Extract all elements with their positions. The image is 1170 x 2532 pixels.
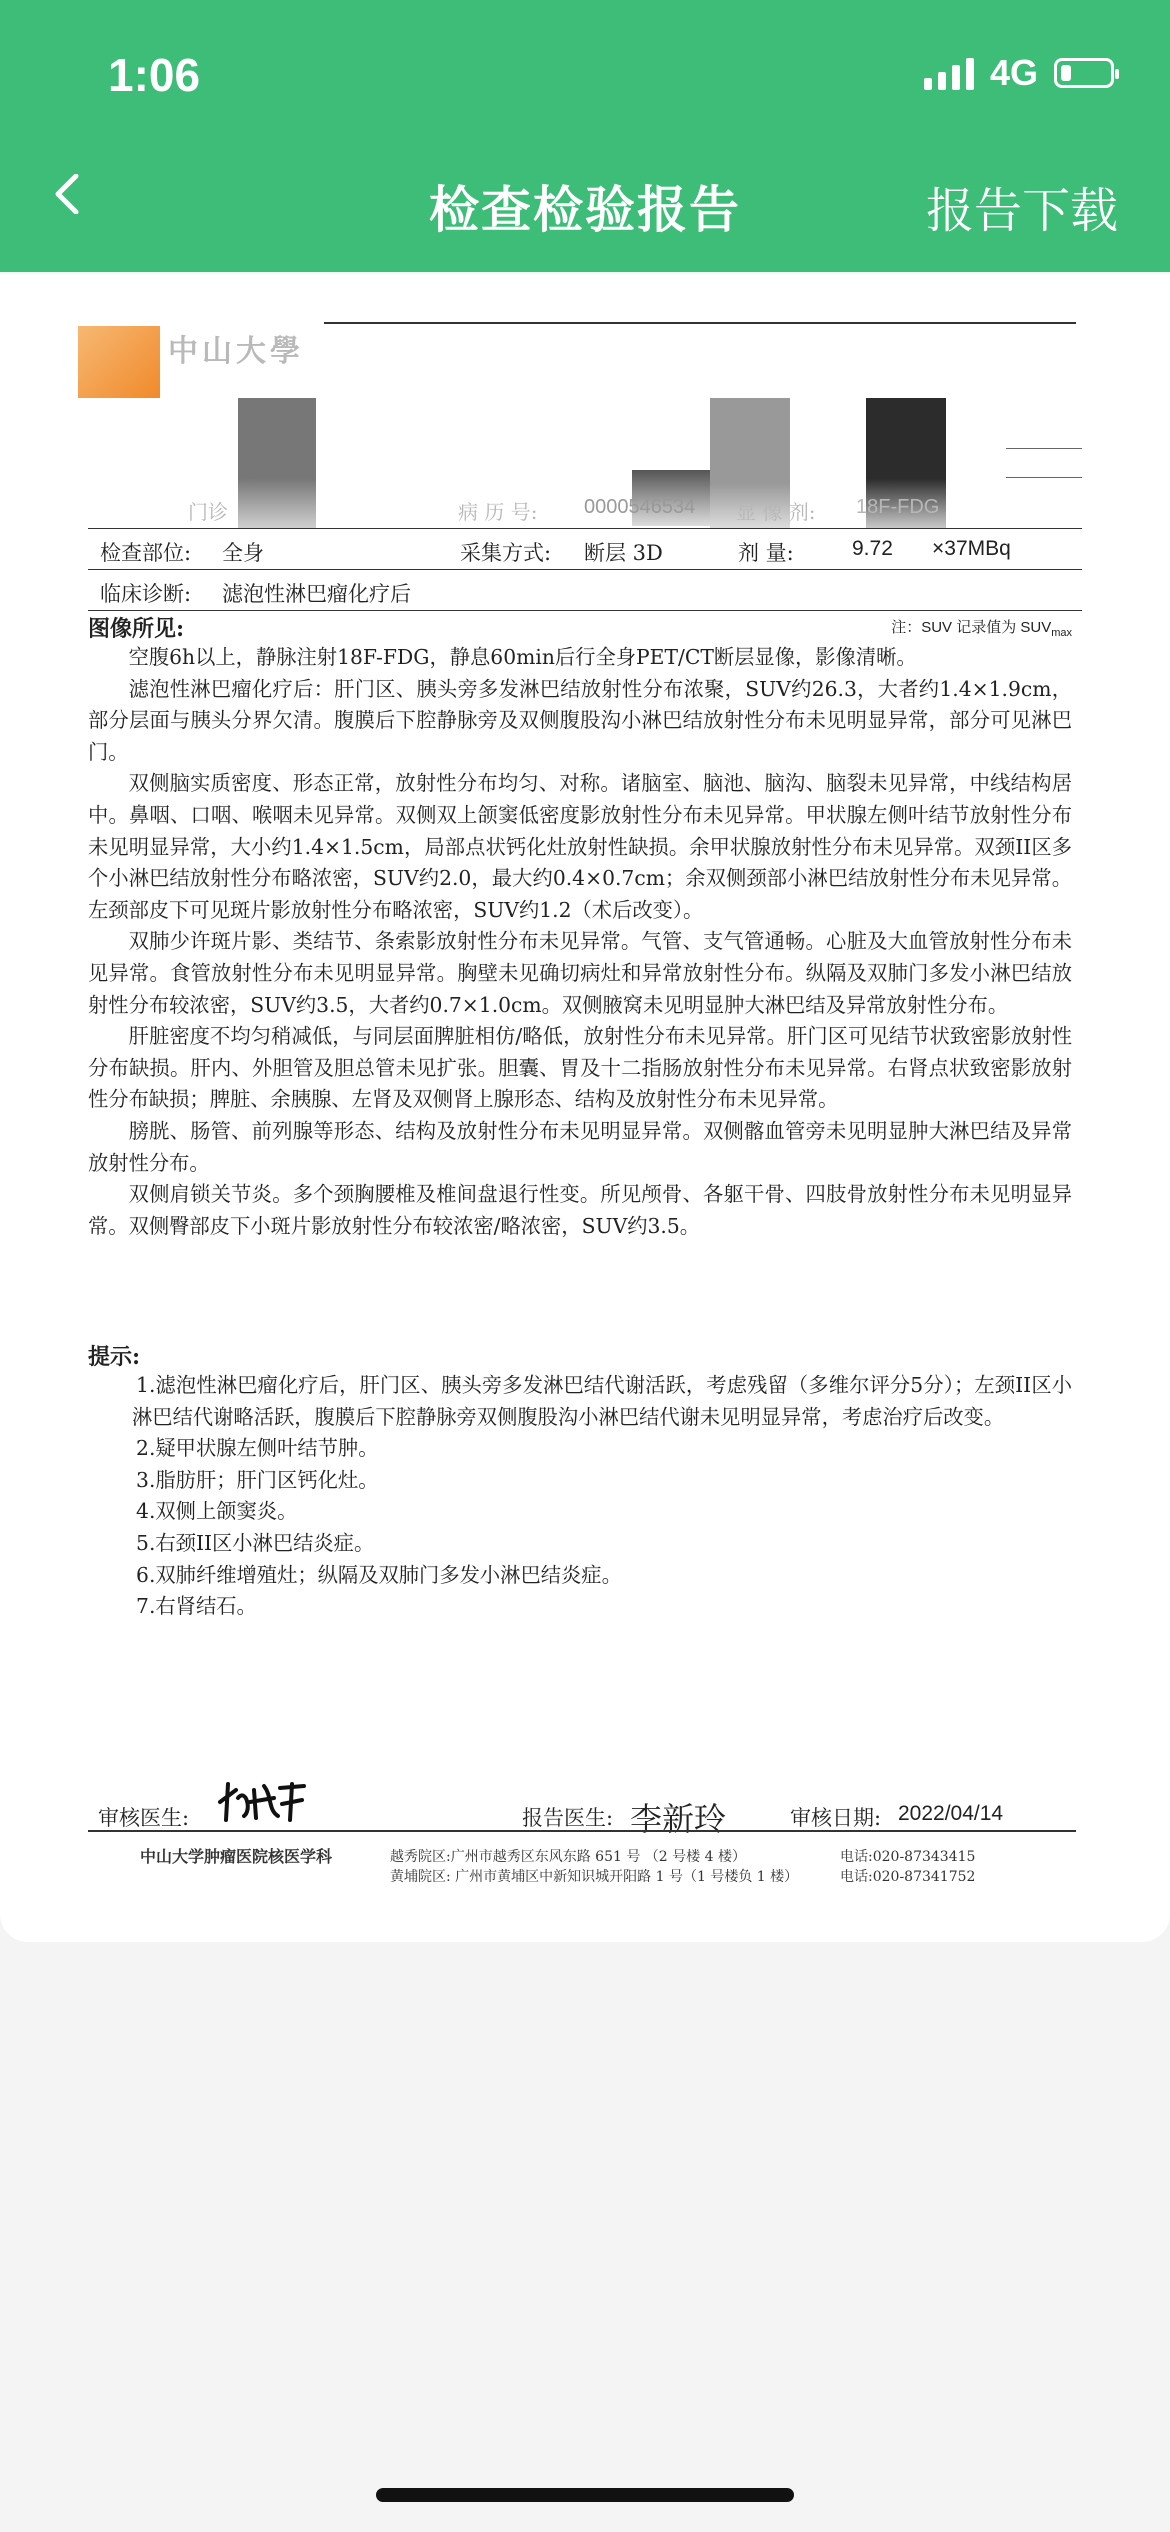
review-date-label: 审核日期: <box>790 1806 882 1830</box>
findings-title: 图像所见: <box>88 616 185 642</box>
department-name: 中山大学肿瘤医院核医学科 <box>140 1847 333 1866</box>
hint-item: 3.脂肪肝；肝门区钙化灶。 <box>136 1467 379 1492</box>
hint-item: 5.右颈II区小淋巴结炎症。 <box>136 1530 375 1555</box>
reporter-label: 报告医生: <box>522 1806 614 1830</box>
diagnosis-row <box>88 569 1082 611</box>
dose-value: 9.72 <box>852 537 893 560</box>
tracer-value: 18F-FDG <box>856 496 940 518</box>
status-time: 1:06 <box>108 49 201 101</box>
acquisition-value: 断层 3D <box>584 541 663 565</box>
suv-note-text: 注：SUV 记录值为 SUV <box>891 619 1052 636</box>
battery-icon <box>1054 58 1114 88</box>
reviewer-label: 审核医生: <box>98 1806 190 1830</box>
findings-paragraph: 空腹6h以上，静脉注射18F-FDG，静息60min后行全身PET/CT断层显像，影像清晰。 <box>128 645 917 669</box>
redacted-block <box>238 398 316 528</box>
findings-paragraph: 肝脏密度不均匀稍减低，与同层面脾脏相仿/略低，放射性分布未见异常。肝门区可见结节状致密影放射性分布缺损。肝内、外胆管及胆总管未见扩张。胆囊、胃及十二指肠放射性分布未见异常。右肾点状致密影放射性分布缺损；脾脏、余胰腺、左肾及双侧肾上腺形态、结构及放射性分布未见异常。 <box>88 1024 1072 1112</box>
hint-item: 7.右肾结石。 <box>136 1594 257 1619</box>
hint-item: 4.双侧上颌窦炎。 <box>136 1499 298 1524</box>
findings-paragraph: 双侧肩锁关节炎。多个颈胸腰椎及椎间盘退行性变。所见颅骨、各躯干骨、四肢骨放射性分布未见明显异常。双侧臀部皮下小斑片影放射性分布较浓密/略浓密，SUV约3.5。 <box>88 1182 1072 1238</box>
hints-title: 提示: <box>88 1344 141 1370</box>
hospital-logo-icon <box>78 326 160 398</box>
redacted-lines <box>1006 448 1082 506</box>
visit-type-text: 门诊 <box>188 500 228 524</box>
dose-label: 剂 量: <box>738 541 794 565</box>
address-huangpu: 黄埔院区: 广州市黄埔区中新知识城开阳路 1 号（1 号楼负 1 楼） <box>390 1869 799 1885</box>
hints-list <box>132 1370 1072 1623</box>
hint-item: 2.疑甲状腺左侧叶结节肿。 <box>136 1436 379 1461</box>
findings-paragraph: 双肺少许斑片影、类结节、条索影放射性分布未见异常。气管、支气管通畅。心脏及大血管放射性分布未见异常。食管放射性分布未见明显异常。胸壁未见确切病灶和异常放射性分布。纵隔及双肺门多发小淋巴结放射性分布较浓密，SUV约3.5，大者约0.7×1.0cm。双侧腋窝未见明显肿大淋巴结及异常放射性分布。 <box>88 929 1072 1017</box>
report-card <box>0 274 1170 1942</box>
findings-body <box>88 642 1072 1242</box>
reporter-name: 李新玲 <box>630 1800 727 1838</box>
diagnosis-label: 临床诊断: <box>100 582 192 606</box>
signal-icon <box>924 56 974 90</box>
mrn-value: 0000546534 <box>584 496 696 518</box>
hospital-logo-text: 中山大學 <box>168 334 304 369</box>
findings-paragraph: 双侧脑实质密度、形态正常，放射性分布均匀、对称。诸脑室、脑池、脑沟、脑裂未见异常，中线结构居中。鼻咽、口咽、喉咽未见异常。双侧双上颌窦低密度影放射性分布未见异常。甲状腺左侧叶结节放射性分布未见明显异常，大小约1.4×1.5cm，局部点状钙化灶放射性缺损。余甲状腺放射性分布未见异常。双颈II区多个小淋巴结放射性分布略浓密，SUV约2.0，最大约0.4×0.7cm；余双侧颈部小淋巴结放射性分布未见异常。左颈部皮下可见斑片影放射性分布略浓密，SUV约1.2（术后改变）。 <box>88 771 1072 922</box>
home-indicator[interactable] <box>376 2488 794 2502</box>
header-rule <box>324 322 1076 324</box>
dose-unit: ×37MBq <box>932 537 1011 560</box>
acquisition-label: 采集方式: <box>460 541 552 565</box>
hint-item: 6.双肺纤维增殖灶；纵隔及双肺门多发小淋巴结炎症。 <box>136 1562 622 1587</box>
exam-site-label: 检查部位: <box>100 541 192 565</box>
app-header <box>0 0 1170 272</box>
review-date: 2022/04/14 <box>898 1802 1004 1825</box>
phone-yuexiu: 电话:020-87343415 <box>840 1849 976 1865</box>
phone-huangpu: 电话:020-87341752 <box>840 1869 976 1885</box>
suv-note-sub: max <box>1051 627 1072 639</box>
address-yuexiu: 越秀院区:广州市越秀区东风东路 651 号 （2 号楼 4 楼） <box>390 1849 746 1865</box>
mrn-label: 病 历 号: <box>458 500 538 524</box>
footer-rule <box>88 1830 1076 1832</box>
findings-paragraph: 膀胱、肠管、前列腺等形态、结构及放射性分布未见明显异常。双侧髂血管旁未见明显肿大淋巴结及异常放射性分布。 <box>88 1118 1072 1175</box>
hint-item: 1.滤泡性淋巴瘤化疗后，肝门区、胰头旁多发淋巴结代谢活跃，考虑残留（多维尔评分5分）；左颈II区小淋巴结代谢略活跃，腹膜后下腔静脉旁双侧腹股沟小淋巴结代谢未见明显异常，考虑治疗后改变。 <box>132 1373 1072 1429</box>
findings-paragraph: 滤泡性淋巴瘤化疗后：肝门区、胰头旁多发淋巴结放射性分布浓聚，SUV约26.3，大者约1.4×1.9cm，部分层面与胰头分界欠清。腹膜后下腔静脉旁及双侧腹股沟小淋巴结放射性分布未见明显异常，部分可见淋巴门。 <box>88 676 1072 764</box>
download-report-button[interactable]: 报告下载 <box>925 183 1118 239</box>
exam-site-value: 全身 <box>222 541 264 565</box>
exam-info-row <box>88 528 1082 569</box>
exam-info-table <box>88 528 1082 611</box>
status-icons <box>924 52 1114 94</box>
diagnosis-value: 滤泡性淋巴瘤化疗后 <box>222 582 411 606</box>
page-title: 检查检验报告 <box>429 181 741 239</box>
tracer-label: 显 像 剂: <box>736 500 816 524</box>
network-type: 4G <box>989 52 1038 93</box>
suv-note <box>891 616 1072 639</box>
reviewer-signature-icon <box>216 1780 308 1824</box>
